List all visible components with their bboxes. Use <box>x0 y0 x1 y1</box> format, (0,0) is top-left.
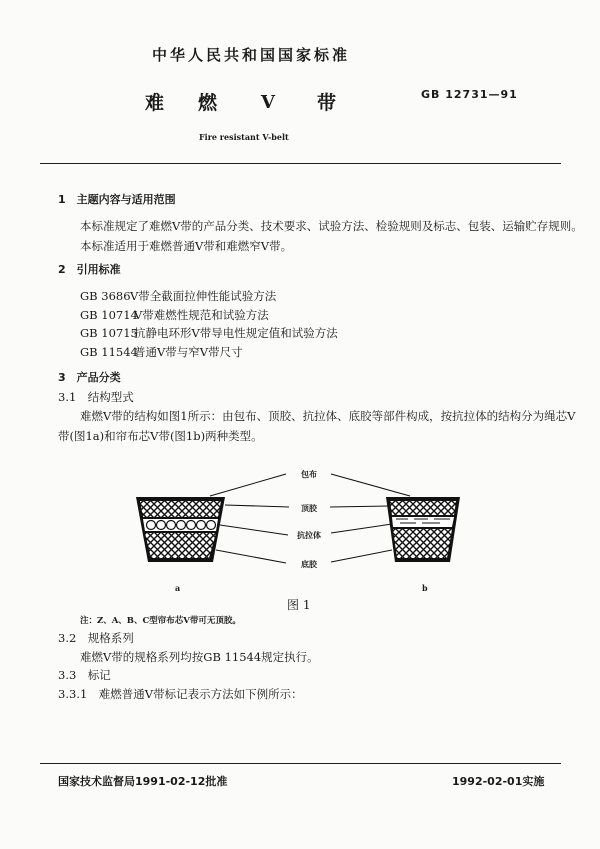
ref-code: GB 3686 <box>80 289 131 303</box>
title-char-3: V <box>261 92 275 113</box>
label-tension-member: 抗拉体 <box>297 530 321 540</box>
national-standard-heading: 中华人民共和国国家标准 <box>152 46 351 64</box>
leader-lines <box>210 474 410 563</box>
section-1-para-1: 本标准规定了难燃V带的产品分类、技术要求、试验方法、检验规则及标志、包装、运输贮存规则。 <box>80 219 583 233</box>
ref-title: 抗静电环形V带导电性规定值和试验方法 <box>134 326 338 340</box>
standard-number: GB 12731—91 <box>421 88 518 101</box>
approval-date: 国家技术监督局1991-02-12批准 <box>58 775 228 788</box>
section-3-3-heading: 3.3 标记 <box>58 668 111 682</box>
implementation-date: 1992-02-01实施 <box>452 775 545 788</box>
ref-code: GB 11544 <box>80 345 138 359</box>
section-3-3-1-heading: 3.3.1 难燃普通V带标记表示方法如下例所示： <box>58 687 303 701</box>
figure-caption: 图 1 <box>287 598 311 612</box>
label-wrapping-fabric: 包布 <box>301 469 317 479</box>
section-3-2-para: 难燃V带的规格系列均按GB 11544规定执行。 <box>80 650 319 664</box>
label-bottom-rubber: 底胶 <box>301 559 317 569</box>
section-3-heading: 3 产品分类 <box>58 371 121 384</box>
ref-code: GB 10714 <box>80 308 138 322</box>
footer-rule <box>40 763 561 764</box>
ref-title: V带难燃性规范和试验方法 <box>134 308 269 322</box>
belt-b-cord-fabric-core <box>386 497 460 562</box>
title-char-2: 燃 <box>198 92 218 114</box>
section-2-heading: 2 引用标准 <box>58 263 121 276</box>
subfigure-b-label: b <box>422 583 428 593</box>
subfigure-a-label: a <box>175 583 181 593</box>
belt-a-rope-core <box>136 497 225 562</box>
section-3-1-para-line-2: 带(图1a)和帘布芯V带(图1b)两种类型。 <box>58 429 263 443</box>
section-1-para-2: 本标准适用于难燃普通V带和难燃窄V带。 <box>80 239 293 253</box>
title-char-4: 带 <box>317 92 337 114</box>
section-3-1-heading: 3.1 结构型式 <box>58 390 134 404</box>
ref-title: V带全截面拉伸性能试验方法 <box>130 289 277 303</box>
ref-code: GB 10715 <box>80 326 138 340</box>
title-char-1: 难 <box>145 92 165 114</box>
label-top-rubber: 顶胶 <box>301 503 317 513</box>
section-3-1-para-line-1: 难燃V带的结构如图1所示：由包布、顶胶、抗拉体、底胶等部件构成，按抗拉体的结构分为绳芯V <box>80 409 576 423</box>
ref-title: 普通V带与窄V带尺寸 <box>134 345 243 359</box>
figure-note: 注：Z、A、B、C型帘布芯V带可无顶胶。 <box>80 616 241 626</box>
section-3-2-heading: 3.2 规格系列 <box>58 631 134 645</box>
section-1-heading: 1 主题内容与适用范围 <box>58 193 176 206</box>
english-title: Fire resistant V-belt <box>199 132 289 142</box>
